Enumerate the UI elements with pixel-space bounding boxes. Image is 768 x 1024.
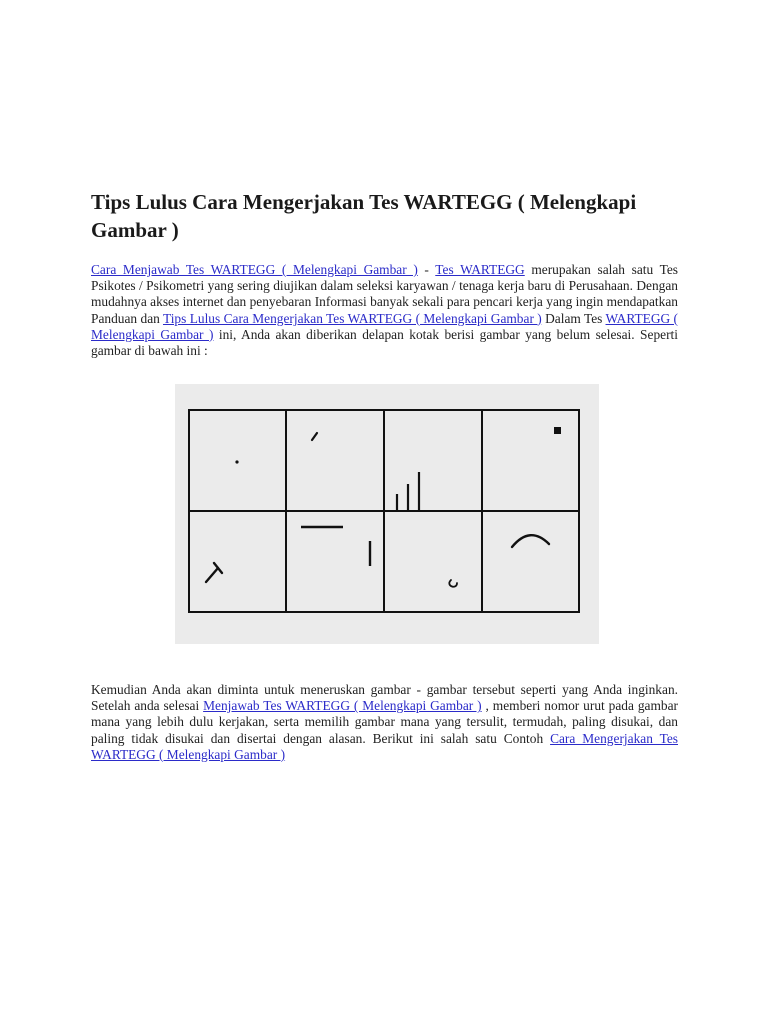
- text-segment: Dalam Tes: [541, 310, 606, 326]
- link-tips-lulus[interactable]: Tips Lulus Cara Mengerjakan Tes WARTEGG ( Melengkapi Gambar ): [162, 310, 542, 326]
- box3-ascending-bars: [397, 472, 419, 510]
- text-segment: , memberi nomor urut pada gambar mana yang lebih dulu kerjakan, serta memilih gambar mana yang tersulit, termudah, paling disukai, dan paling tidak disukai dan disertai dengan alasan. Berikut ini salah satu Contoh: [91, 698, 678, 746]
- box2-diagonal-stroke: [312, 433, 317, 440]
- wartegg-grid: [189, 410, 579, 612]
- link-cara-menjawab[interactable]: Cara Menjawab Tes WARTEGG ( Melengkapi Gambar ): [91, 262, 418, 277]
- text-segment: -: [417, 262, 436, 277]
- link-cara-mengerjakan[interactable]: Cara Mengerjakan Tes WARTEGG ( Melengkapi Gambar ): [91, 730, 678, 762]
- box7-curve-stimulus: [449, 580, 457, 587]
- follow-up-paragraph: [91, 682, 678, 763]
- box4-square-stimulus: [554, 427, 561, 434]
- box1-dot-stimulus: [235, 460, 238, 463]
- link-wartegg-melengkapi[interactable]: WARTEGG ( Melengkapi Gambar ): [91, 310, 679, 342]
- text-segment: ini, Anda akan diberikan delapan kotak berisi gambar yang belum selesai. Seperti gambar di bawah ini :: [91, 326, 678, 359]
- wartegg-test-figure: [175, 384, 599, 644]
- article-title: Tips Lulus Cara Mengerjakan Tes WARTEGG ( Melengkapi Gambar ): [91, 190, 637, 242]
- link-tes-wartegg[interactable]: Tes WARTEGG: [435, 262, 525, 277]
- text-segment: merupakan salah satu Tes Psikotes / Psikometri yang sering diujikan dalam seleksi karyawan / tenaga kerja baru di Perusahaan. Dengan mudahnya akses internet dan penyebaran Informasi banyak sekali para pencari kerja yang ingin mendapatkan Panduan dan: [91, 262, 678, 326]
- box5-t-shape: [206, 563, 222, 582]
- wartegg-grid-drawing: [175, 384, 599, 644]
- intro-paragraph: [91, 262, 678, 359]
- text-segment: Kemudian Anda akan diminta untuk meneruskan gambar - gambar tersebut seperti yang Anda inginkan. Setelah anda selesai: [91, 682, 678, 714]
- box6-lines: [301, 527, 370, 566]
- link-menjawab-tes[interactable]: Menjawab Tes WARTEGG ( Melengkapi Gambar ): [203, 698, 482, 714]
- box8-arc-stimulus: [512, 535, 549, 547]
